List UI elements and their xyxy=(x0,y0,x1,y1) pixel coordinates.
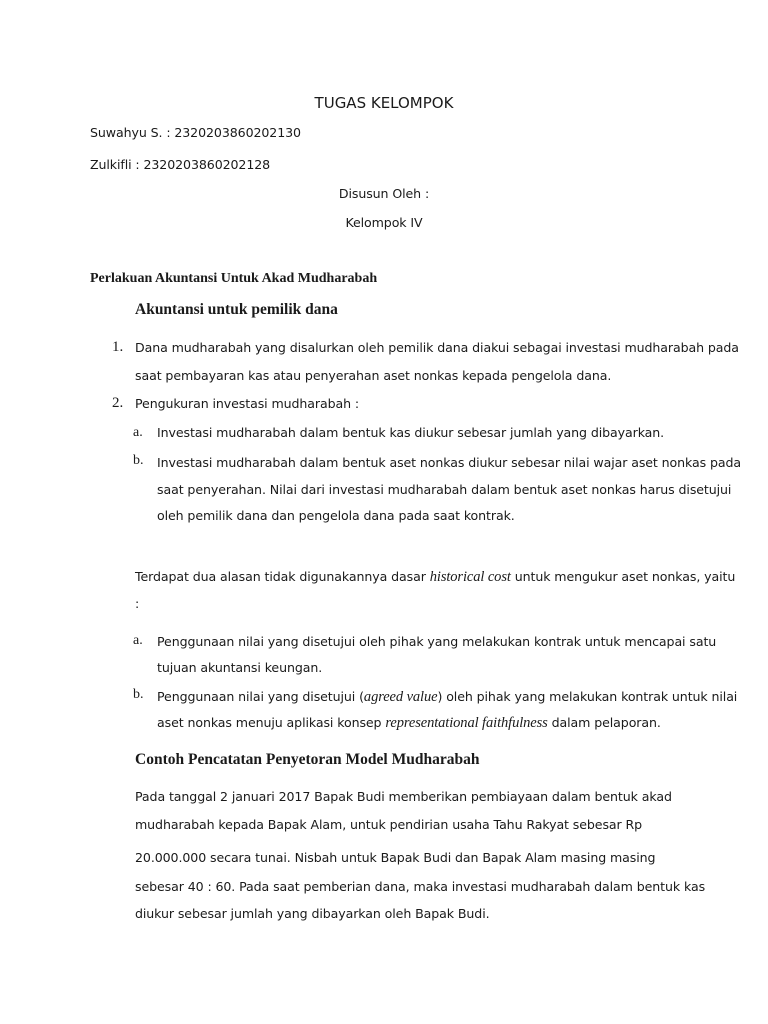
reason-text xyxy=(157,689,737,706)
sublist-item-text: saat penyerahan. Nilai dari investasi mudharabah dalam bentuk aset nonkas harus disetujui xyxy=(157,482,732,497)
list-item-text: Dana mudharabah yang disalurkan oleh pemilik dana diakui sebagai investasi mudharabah pada xyxy=(135,340,739,355)
member-line: Suwahyu S. : 2320203860202130 xyxy=(90,125,301,140)
prepared-by-label: Disusun Oleh : xyxy=(338,186,430,201)
subsection-title: Akuntansi untuk pemilik dana xyxy=(135,301,338,318)
document-title: TUGAS KELOMPOK xyxy=(314,94,454,112)
section-title: Perlakuan Akuntansi Untuk Akad Mudharabah xyxy=(90,271,378,286)
list-item-text: saat pembayaran kas atau penyerahan aset nonkas kepada pengelola dana. xyxy=(135,368,612,383)
example-line: 20.000.000 secara tunai. Nisbah untuk Bapak Budi dan Bapak Alam masing masing xyxy=(135,850,656,865)
reason-text-part: Penggunaan nilai yang disetujui ( xyxy=(157,689,364,704)
reason-text xyxy=(157,715,661,732)
reasons-intro-text: Terdapat dua alasan tidak digunakannya dasar xyxy=(135,569,430,584)
sublist-item-text: oleh pemilik dana dan pengelola dana pada saat kontrak. xyxy=(157,508,515,523)
list-item-text: Pengukuran investasi mudharabah : xyxy=(135,396,360,411)
reasons-intro-colon: : xyxy=(135,596,140,611)
reason-text-italic: agreed value xyxy=(363,689,438,705)
reason-text-part: aset nonkas menuju aplikasi konsep xyxy=(157,715,386,730)
reason-text: tujuan akuntansi keungan. xyxy=(157,660,323,675)
example-line: Pada tanggal 2 januari 2017 Bapak Budi memberikan pembiayaan dalam bentuk akad xyxy=(135,789,672,804)
reason-letter: b. xyxy=(133,687,144,702)
reason-text-italic: representational faithfulness xyxy=(385,715,548,731)
sublist-item-text: Investasi mudharabah dalam bentuk kas diukur sebesar jumlah yang dibayarkan. xyxy=(157,425,665,440)
reason-text-part: ) oleh pihak yang melakukan kontrak untuk nilai xyxy=(437,689,738,704)
reasons-intro-italic: historical cost xyxy=(429,569,511,585)
example-line: sebesar 40 : 60. Pada saat pemberian dana, maka investasi mudharabah dalam bentuk kas xyxy=(135,879,706,894)
sublist-item-text: Investasi mudharabah dalam bentuk aset nonkas diukur sebesar nilai wajar aset nonkas pada xyxy=(157,455,742,470)
sublist-letter: b. xyxy=(133,453,144,468)
example-title: Contoh Pencatatan Penyetoran Model Mudharabah xyxy=(135,751,480,768)
reason-letter: a. xyxy=(133,633,143,648)
list-number: 1. xyxy=(112,339,124,355)
reason-text-part: dalam pelaporan. xyxy=(547,715,661,730)
list-number: 2. xyxy=(112,395,124,411)
example-line: diukur sebesar jumlah yang dibayarkan oleh Bapak Budi. xyxy=(135,906,490,921)
reasons-intro xyxy=(135,569,735,586)
sublist-letter: a. xyxy=(133,425,143,440)
reasons-intro-text: untuk mengukur aset nonkas, yaitu xyxy=(510,569,736,584)
member-line: Zulkifli : 2320203860202128 xyxy=(90,157,271,172)
example-line: mudharabah kepada Bapak Alam, untuk pendirian usaha Tahu Rakyat sebesar Rp xyxy=(135,817,643,832)
group-name: Kelompok IV xyxy=(345,215,423,230)
reason-text: Penggunaan nilai yang disetujui oleh pihak yang melakukan kontrak untuk mencapai satu xyxy=(157,634,717,649)
